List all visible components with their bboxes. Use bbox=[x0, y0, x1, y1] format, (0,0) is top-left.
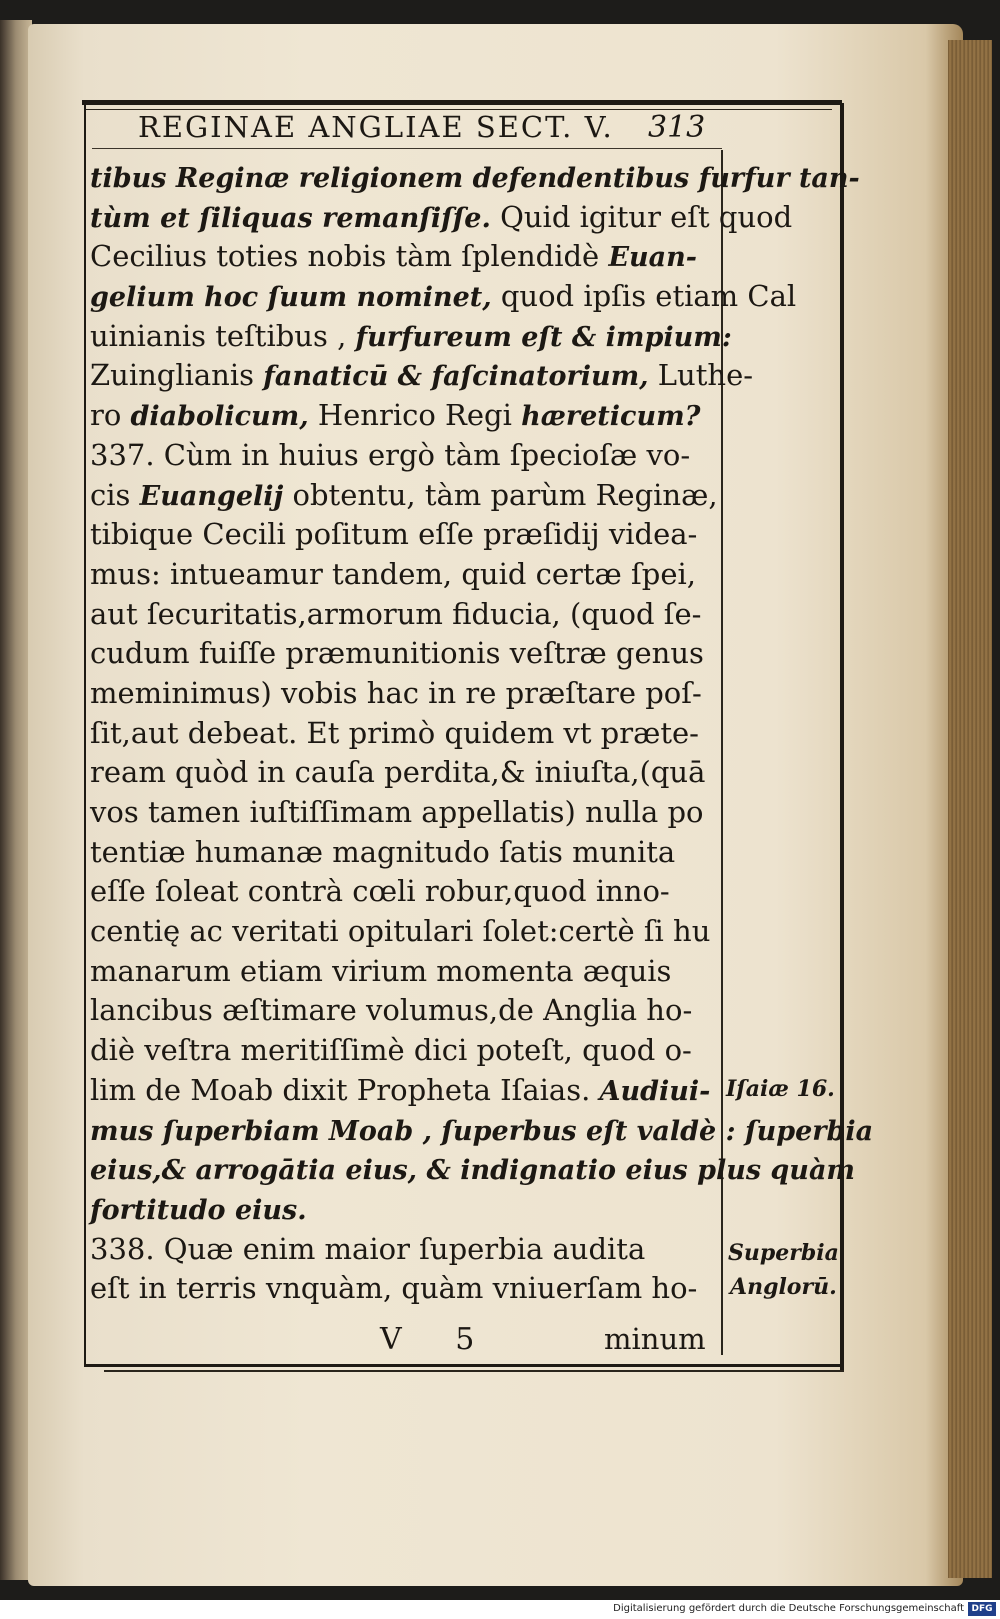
italic-run: diabolicum, bbox=[130, 401, 309, 433]
roman-run: vos tamen iuſtiſſimam appellatis) nulla po bbox=[90, 795, 704, 829]
signature-mark: V 5 bbox=[380, 1322, 497, 1357]
frame-rule-bottom bbox=[84, 1364, 840, 1367]
text-line bbox=[90, 277, 797, 317]
digitization-credit: Digitalisierung gefördert durch die Deutsche Forschungsgemeinschaft bbox=[613, 1603, 964, 1614]
text-line bbox=[90, 952, 720, 992]
catchword: minum bbox=[604, 1322, 706, 1356]
text-line bbox=[90, 872, 720, 912]
text-line bbox=[90, 1190, 720, 1230]
text-line bbox=[90, 833, 720, 873]
roman-run: Luthe- bbox=[648, 358, 754, 393]
roman-run: ſit,aut debeat. Et primò quidem vt præte- bbox=[90, 715, 699, 750]
roman-run: meminimus) vobis hac in re præſtare poſ- bbox=[90, 675, 702, 710]
italic-run: mus ſuperbiam Moab , ſuperbus eſt valdè : ſuperbia bbox=[90, 1115, 874, 1147]
roman-run: ro bbox=[90, 398, 131, 433]
page-stack-edge bbox=[948, 40, 992, 1578]
text-line bbox=[90, 476, 720, 516]
italic-run: fortitudo eius. bbox=[90, 1194, 307, 1226]
text-line bbox=[90, 1031, 720, 1071]
running-head: REGINAE ANGLIAE SECT. V. bbox=[138, 110, 614, 144]
text-line bbox=[90, 753, 720, 793]
roman-run: 338. Quæ enim maior ſuperbia audita bbox=[90, 1231, 646, 1266]
text-line bbox=[90, 198, 793, 238]
text-line bbox=[90, 1111, 874, 1151]
roman-run: Cecilius toties nobis tàm ſplendidè bbox=[90, 239, 609, 274]
roman-run: lancibus æſtimare volumus,de Anglia ho- bbox=[90, 993, 693, 1028]
margin-note-isaiah: Iſaiæ 16. bbox=[726, 1076, 835, 1102]
roman-run: eſſe ſoleat contrà cœli robur,quod inno- bbox=[90, 874, 670, 909]
text-line bbox=[90, 912, 720, 952]
text-line bbox=[90, 396, 720, 436]
text-line bbox=[90, 356, 754, 396]
italic-run: furfureum eſt & impium: bbox=[355, 321, 732, 353]
text-line bbox=[90, 317, 732, 357]
roman-run: Henrico Regi bbox=[308, 398, 522, 433]
text-line bbox=[90, 515, 720, 555]
text-line bbox=[90, 158, 860, 198]
roman-run: 337. Cùm in huius ergò tàm ſpecioſæ vo- bbox=[90, 437, 691, 472]
roman-run: tentiæ humanæ magnitudo ſatis munita bbox=[90, 834, 676, 869]
text-line bbox=[90, 674, 720, 714]
italic-run: tùm et ſiliquas remanſiſſe. bbox=[90, 202, 491, 234]
text-line bbox=[90, 1150, 856, 1190]
roman-run: Quid igitur eſt quod bbox=[490, 199, 793, 234]
italic-run: Euan- bbox=[608, 242, 697, 274]
text-line bbox=[90, 1071, 720, 1111]
roman-run: ream quòd in cauſa perdita,& iniuſta,(quā bbox=[90, 755, 706, 790]
italic-run: gelium hoc ſuum nominet, bbox=[90, 282, 492, 314]
text-line bbox=[90, 595, 720, 635]
text-line bbox=[90, 1269, 720, 1309]
roman-run: manarum etiam virium momenta æquis bbox=[90, 953, 672, 988]
italic-run: hæreticum? bbox=[521, 401, 701, 433]
roman-run: obtentu, tàm parùm Reginæ, bbox=[283, 477, 718, 512]
roman-run: tibique Cecili poſitum eſſe præſidij videa- bbox=[90, 517, 698, 552]
italic-run: Audiui- bbox=[599, 1075, 711, 1107]
margin-note-superbia: Superbia bbox=[728, 1240, 839, 1266]
text-line bbox=[90, 1230, 720, 1270]
roman-run: cudum fuiſſe præmunitionis veſtræ genus bbox=[90, 636, 704, 671]
roman-run: uinianis teſtibus , bbox=[90, 318, 356, 353]
frame-rule-bottom-outer bbox=[104, 1370, 844, 1372]
italic-run: tibus Reginæ religionem defendentibus furfur tan- bbox=[90, 163, 860, 194]
text-line bbox=[90, 634, 720, 674]
roman-run: centię ac veritati opitulari ſolet:certè ſi hu bbox=[90, 914, 711, 949]
text-line bbox=[90, 237, 720, 277]
roman-run: diè veſtra meritiſſimè dici poteſt, quod o- bbox=[90, 1033, 692, 1068]
dfg-logo-icon: DFG bbox=[968, 1602, 996, 1616]
text-line bbox=[90, 991, 720, 1031]
roman-run: aut ſecuritatis,armorum fiducia, (quod ſe- bbox=[90, 596, 702, 631]
page-number: 313 bbox=[648, 110, 706, 145]
italic-run: fanaticū & faſcinatorium, bbox=[263, 361, 649, 393]
text-line bbox=[90, 793, 720, 833]
roman-run: eſt in terris vnquàm, quàm vniuerſam ho- bbox=[90, 1271, 698, 1306]
roman-run: lim de Moab dixit Propheta Iſaias. bbox=[90, 1072, 600, 1107]
text-line bbox=[90, 555, 720, 595]
roman-run: Zuinglianis bbox=[90, 358, 264, 393]
text-line bbox=[90, 714, 720, 754]
frame-rule-left bbox=[84, 103, 86, 1366]
italic-run: eius,& arrogātia eius, & indignatio eius plus quàm bbox=[90, 1155, 856, 1187]
roman-run: quod ipſis etiam Cal bbox=[491, 279, 797, 314]
roman-run: cis bbox=[90, 477, 140, 512]
frame-rule-top bbox=[82, 100, 842, 105]
roman-run: mus: intueamur tandem, quid certæ ſpei, bbox=[90, 556, 696, 591]
margin-note-anglorum: Anglorū. bbox=[730, 1274, 837, 1300]
italic-run: Euangelij bbox=[139, 480, 284, 512]
text-line bbox=[90, 436, 720, 476]
